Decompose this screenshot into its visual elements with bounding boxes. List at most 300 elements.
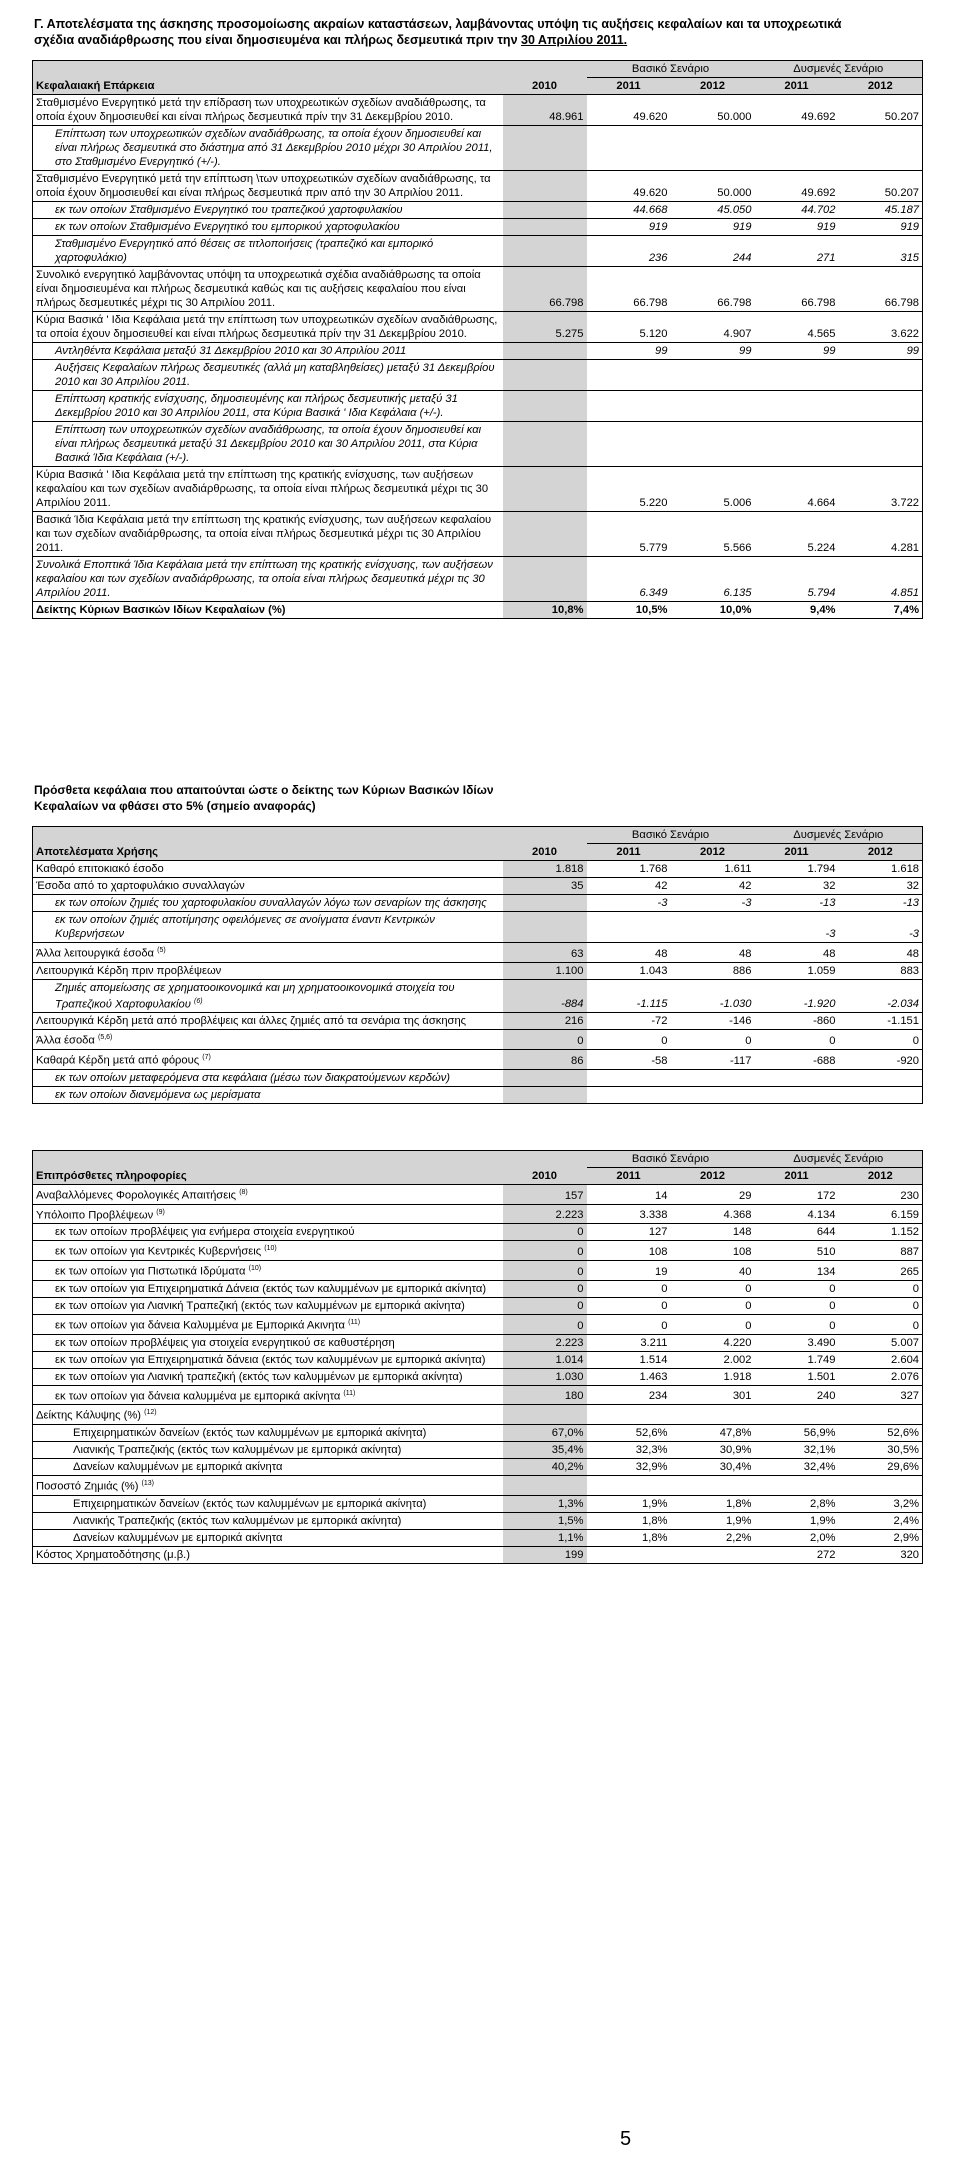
row-label-text: Κύρια Βασικά ' Ιδια Κεφάλαια μετά την επίπτωση των υποχρεωτικών σχεδίων αναδιάθρωσης, τα οποία έχουν δημοσιευθεί και είναι πλήρως δεσμευτικά πρίν την 31 Δεκεμβρίου 2010. xyxy=(36,314,498,340)
row-label-text: Δείκτης Κύριων Βασικών Ιδίων Κεφαλαίων (%) xyxy=(36,604,286,616)
table-row xyxy=(33,943,923,963)
value-cell xyxy=(671,360,755,391)
value-cell: 127 xyxy=(587,1224,671,1241)
value-cell: 240 xyxy=(755,1385,839,1405)
value-cell: 5.006 xyxy=(671,467,755,512)
value-cell: 2,0% xyxy=(755,1529,839,1546)
table-row xyxy=(33,1351,923,1368)
value-cell: 49.620 xyxy=(587,95,671,126)
value-cell: 29 xyxy=(671,1185,755,1205)
value-cell: 919 xyxy=(671,219,755,236)
value-cell xyxy=(755,1086,839,1103)
value-cell: 0 xyxy=(671,1030,755,1050)
footnote-ref: (9) xyxy=(156,1208,165,1216)
value-cell: 48 xyxy=(587,943,671,963)
footnote-ref: (11) xyxy=(343,1389,356,1397)
table-row xyxy=(33,1385,923,1405)
row-label-text: Αυξήσεις Κεφαλαίων πλήρως δεσμευτικές (αλλά μη καταβληθείσες) μεταξύ 31 Δεκεμβρίου 2010 και 30 Απριλίου 2011. xyxy=(55,362,495,388)
value-cell: 3,2% xyxy=(839,1495,923,1512)
value-cell: 2,2% xyxy=(671,1529,755,1546)
value-cell: 919 xyxy=(587,219,671,236)
row-label-text: Λειτουργικά Κέρδη πριν προβλέψεων xyxy=(36,964,222,977)
value-cell: 6.135 xyxy=(671,557,755,602)
row-label-text: εκ των οποίων για δάνεια καλυμμένα με εμπορικά ακίνητα xyxy=(55,1390,341,1403)
value-cell: -117 xyxy=(671,1050,755,1070)
table-row xyxy=(33,861,923,878)
value-cell: 1,9% xyxy=(755,1512,839,1529)
row-label xyxy=(33,1334,503,1351)
row-label xyxy=(33,895,503,912)
row-label-text: Βασικά Ίδια Κεφάλαια μετά την επίπτωση της κρατικής ενίσχυσης, των αυξήσεων κεφαλαίου και των σχεδίων αναδιάρθρωσης, τα οποία είναι πλήρως δεσμευτικά μέχρι τις 30 Απριλίου 2011. xyxy=(36,514,492,554)
value-cell: 2.002 xyxy=(671,1351,755,1368)
table-row xyxy=(33,1334,923,1351)
value-cell: 86 xyxy=(503,1050,587,1070)
value-cell: 244 xyxy=(671,236,755,267)
row-label-text: Δανείων καλυμμένων με εμπορικά ακίνητα xyxy=(73,1531,283,1544)
row-label-text: Έσοδα από το χαρτοφυλάκιο συναλλαγών xyxy=(36,880,245,892)
value-cell: 50.207 xyxy=(839,171,923,202)
value-cell xyxy=(587,1476,671,1496)
table-row xyxy=(33,512,923,557)
year-header: 2012 xyxy=(839,844,923,861)
adverse-scenario-header: Δυσμενές Σενάριο xyxy=(755,1151,923,1168)
value-cell: 265 xyxy=(839,1261,923,1281)
value-cell: 1.768 xyxy=(587,861,671,878)
year-header: 2011 xyxy=(587,844,671,861)
value-cell: 271 xyxy=(755,236,839,267)
row-label-text: εκ των οποίων για Λιανική τραπεζική (εκτός των καλυμμένων με εμπορικά ακίνητα) xyxy=(55,1370,463,1383)
value-cell: 4.220 xyxy=(671,1334,755,1351)
value-cell: -3 xyxy=(587,895,671,912)
value-cell: 1.030 xyxy=(503,1368,587,1385)
header-blank xyxy=(33,827,503,844)
heading-line-2 xyxy=(34,32,934,48)
table-row xyxy=(33,267,923,312)
value-cell: 157 xyxy=(503,1185,587,1205)
row-label xyxy=(33,1050,503,1070)
value-cell: -884 xyxy=(503,979,587,1013)
value-cell: 1.611 xyxy=(671,861,755,878)
value-cell: 30,4% xyxy=(671,1459,755,1476)
value-cell xyxy=(587,391,671,422)
row-label-text: εκ των οποίων για Επιχειρηματικά Δάνεια (εκτός των καλυμμένων με εμπορικά ακίνητα) xyxy=(55,1282,487,1295)
value-cell xyxy=(503,895,587,912)
row-label xyxy=(33,912,503,943)
value-cell: 883 xyxy=(839,962,923,979)
row-label xyxy=(33,1546,503,1563)
row-label xyxy=(33,557,503,602)
value-cell: 48 xyxy=(839,943,923,963)
value-cell: 0 xyxy=(503,1224,587,1241)
table-row xyxy=(33,1405,923,1425)
header-row-years xyxy=(33,844,923,861)
value-cell: 99 xyxy=(839,343,923,360)
value-cell: 0 xyxy=(671,1297,755,1314)
value-cell: 180 xyxy=(503,1385,587,1405)
value-cell: 1,8% xyxy=(587,1529,671,1546)
value-cell xyxy=(839,1086,923,1103)
table-row xyxy=(33,1459,923,1476)
value-cell: 134 xyxy=(755,1261,839,1281)
row-label-text: Σταθμισμένο Ενεργητικό από θέσεις σε τιτλοποιήσεις (τραπεζικό και εμπορικό χαρτοφυλάκιο) xyxy=(55,238,434,264)
value-cell: -13 xyxy=(755,895,839,912)
table-row xyxy=(33,1204,923,1224)
value-cell: 66.798 xyxy=(503,267,587,312)
value-cell xyxy=(671,1086,755,1103)
row-label-text: Αναβαλλόμενες Φορολογικές Απαιτήσεις xyxy=(36,1189,237,1202)
row-label xyxy=(33,1405,503,1425)
value-cell xyxy=(755,1405,839,1425)
value-cell: 1.100 xyxy=(503,962,587,979)
value-cell: 4.368 xyxy=(671,1204,755,1224)
row-label xyxy=(33,95,503,126)
value-cell: 30,9% xyxy=(671,1442,755,1459)
value-cell: 29,6% xyxy=(839,1459,923,1476)
value-cell xyxy=(503,219,587,236)
value-cell xyxy=(839,391,923,422)
value-cell: 50.000 xyxy=(671,95,755,126)
footnote-ref: (11) xyxy=(348,1318,361,1326)
adverse-scenario-header: Δυσμενές Σενάριο xyxy=(755,61,923,78)
value-cell: 40 xyxy=(671,1261,755,1281)
value-cell xyxy=(671,912,755,943)
row-label-text: Επίπτωση κρατικής ενίσχυσης, δημοσιευμένης και πλήρως δεσμευτικής μεταξύ 31 Δεκεμβρίου 2010 και 30 Απριλίου 2011, στα Κύρια Βασικά ' Ιδια Κεφάλαια (+/-). xyxy=(55,393,458,419)
table-title: Κεφαλαιακή Επάρκεια xyxy=(33,78,503,95)
value-cell: 50.000 xyxy=(671,171,755,202)
value-cell: 3.211 xyxy=(587,1334,671,1351)
value-cell: -3 xyxy=(755,912,839,943)
row-label xyxy=(33,467,503,512)
row-label-text: εκ των οποίων Σταθμισμένο Ενεργητικό του τραπεζικού χαρτοφυλακίου xyxy=(55,204,403,216)
row-label-text: εκ των οποίων ζημιές αποτίμησης οφειλόμενες σε ανοίγματα έναντι Κεντρικών Κυβερνήσεων xyxy=(55,914,435,940)
value-cell: 3.722 xyxy=(839,467,923,512)
year-header: 2011 xyxy=(587,78,671,95)
value-cell xyxy=(671,1546,755,1563)
row-label xyxy=(33,1529,503,1546)
value-cell: 32,4% xyxy=(755,1459,839,1476)
additional-capital-note: Πρόσθετα κεφάλαια που απαιτούνται ώστε ο δείκτης των Κύριων Βασικών Ιδίων Κεφαλαίων να φθάσει στο 5% (σημείο αναφοράς) xyxy=(34,783,494,813)
value-cell xyxy=(503,512,587,557)
row-label xyxy=(33,979,503,1013)
row-label xyxy=(33,1351,503,1368)
row-label-text: Επιχειρηματικών δανείων (εκτός των καλυμμένων με εμπορικά ακίνητα) xyxy=(73,1427,427,1440)
value-cell xyxy=(503,1476,587,1496)
value-cell: 35 xyxy=(503,878,587,895)
table-row xyxy=(33,1261,923,1281)
value-cell: 1.501 xyxy=(755,1368,839,1385)
value-cell: 4.281 xyxy=(839,512,923,557)
value-cell xyxy=(503,202,587,219)
table-row xyxy=(33,1185,923,1205)
value-cell: 230 xyxy=(839,1185,923,1205)
value-cell: 0 xyxy=(755,1030,839,1050)
value-cell: 3.338 xyxy=(587,1204,671,1224)
value-cell: 1.749 xyxy=(755,1351,839,1368)
value-cell xyxy=(503,1405,587,1425)
year-header: 2012 xyxy=(671,844,755,861)
value-cell: 48 xyxy=(671,943,755,963)
footnote-ref: (5,6) xyxy=(97,1034,113,1042)
value-cell: 32,9% xyxy=(587,1459,671,1476)
table-row xyxy=(33,343,923,360)
row-label xyxy=(33,312,503,343)
value-cell: 1.818 xyxy=(503,861,587,878)
heading-line-1: Γ. Αποτελέσματα της άσκησης προσομοίωσης ακραίων καταστάσεων, λαμβάνοντας υπόψη τις αυξήσεις κεφαλαίων και τα υποχρεωτικά xyxy=(34,17,842,31)
row-label xyxy=(33,1459,503,1476)
row-label-text: Άλλα έσοδα xyxy=(36,1035,95,1048)
row-label xyxy=(33,512,503,557)
table-row xyxy=(33,422,923,467)
table-row xyxy=(33,1314,923,1334)
value-cell: 9,4% xyxy=(755,602,839,619)
value-cell: 301 xyxy=(671,1385,755,1405)
value-cell: 49.692 xyxy=(755,171,839,202)
value-cell xyxy=(587,1069,671,1086)
row-label-text: εκ των οποίων ζημιές του χαρτοφυλακίου συναλλαγών λόγω των σεναρίων της άσκησης xyxy=(55,897,487,909)
value-cell: 45.050 xyxy=(671,202,755,219)
row-label xyxy=(33,1512,503,1529)
value-cell: 2,4% xyxy=(839,1512,923,1529)
value-cell: 10,5% xyxy=(587,602,671,619)
value-cell: 5.794 xyxy=(755,557,839,602)
table-row xyxy=(33,1368,923,1385)
value-cell: 6.349 xyxy=(587,557,671,602)
table-row xyxy=(33,1546,923,1563)
row-label xyxy=(33,861,503,878)
value-cell: 887 xyxy=(839,1241,923,1261)
value-cell: 1,5% xyxy=(503,1512,587,1529)
value-cell xyxy=(671,1069,755,1086)
value-cell: 108 xyxy=(671,1241,755,1261)
value-cell: 108 xyxy=(587,1241,671,1261)
value-cell xyxy=(503,1069,587,1086)
value-cell xyxy=(503,422,587,467)
row-label xyxy=(33,1385,503,1405)
row-label xyxy=(33,1442,503,1459)
value-cell xyxy=(503,467,587,512)
header-row-scenarios xyxy=(33,1151,923,1168)
value-cell: 3.490 xyxy=(755,1334,839,1351)
table-row xyxy=(33,602,923,619)
value-cell xyxy=(671,1476,755,1496)
value-cell: 4.851 xyxy=(839,557,923,602)
value-cell xyxy=(503,360,587,391)
row-label-text: εκ των οποίων για Επιχειρηματικά δάνεια (εκτός των καλυμμένων με εμπορικά ακίνητα) xyxy=(55,1353,486,1366)
value-cell: 47,8% xyxy=(671,1425,755,1442)
header-blank xyxy=(503,61,587,78)
value-cell: 0 xyxy=(587,1314,671,1334)
value-cell: -72 xyxy=(587,1013,671,1030)
row-label-text: εκ των οποίων μεταφερόμενα στα κεφάλαια (μέσω των διακρατούμενων κερδών) xyxy=(55,1071,451,1084)
value-cell: 272 xyxy=(755,1546,839,1563)
row-label xyxy=(33,1086,503,1103)
table-row xyxy=(33,312,923,343)
row-label-text: εκ των οποίων για Κεντρικές Κυβερνήσεις xyxy=(55,1246,262,1259)
year-header: 2011 xyxy=(755,1168,839,1185)
value-cell: 52,6% xyxy=(839,1425,923,1442)
value-cell: 0 xyxy=(587,1280,671,1297)
value-cell: 2.223 xyxy=(503,1204,587,1224)
row-label xyxy=(33,943,503,963)
table-row xyxy=(33,1280,923,1297)
footnote-ref: (7) xyxy=(202,1054,211,1062)
value-cell: 50.207 xyxy=(839,95,923,126)
value-cell: 66.798 xyxy=(839,267,923,312)
table-row xyxy=(33,1013,923,1030)
header-row-years xyxy=(33,78,923,95)
row-label-text: Κύρια Βασικά ' Ιδια Κεφάλαια μετά την επίπτωση της κρατικής ενίσχυσης, των αυξήσεων κεφαλαίου και των σχεδίων αναδιάρθρωσης, τα οποία είναι πλήρως δεσμευτικά μέχρι τις 30 Απριλίου 2011. xyxy=(36,469,489,509)
footnote-ref: (8) xyxy=(239,1189,248,1196)
value-cell: 6.159 xyxy=(839,1204,923,1224)
value-cell: 66.798 xyxy=(671,267,755,312)
footnote-ref: (5) xyxy=(157,947,166,954)
value-cell: 3.622 xyxy=(839,312,923,343)
value-cell: 0 xyxy=(503,1297,587,1314)
row-label xyxy=(33,1030,503,1050)
row-label xyxy=(33,1069,503,1086)
value-cell: 1,3% xyxy=(503,1495,587,1512)
row-label xyxy=(33,1261,503,1281)
value-cell: 7,4% xyxy=(839,602,923,619)
value-cell: 1.014 xyxy=(503,1351,587,1368)
value-cell: 0 xyxy=(671,1314,755,1334)
value-cell: 0 xyxy=(503,1261,587,1281)
table-row xyxy=(33,962,923,979)
row-label-text: Κόστος Χρηματοδότησης (μ.β.) xyxy=(36,1548,190,1561)
table-row xyxy=(33,912,923,943)
table-row xyxy=(33,1512,923,1529)
section-heading xyxy=(34,16,934,48)
value-cell: 4.565 xyxy=(755,312,839,343)
table-row xyxy=(33,171,923,202)
year-header: 2011 xyxy=(755,78,839,95)
value-cell: -1.115 xyxy=(587,979,671,1013)
value-cell: -2.034 xyxy=(839,979,923,1013)
footnote-ref: (13) xyxy=(141,1480,154,1488)
row-label xyxy=(33,878,503,895)
row-label xyxy=(33,126,503,171)
table-row xyxy=(33,1425,923,1442)
adverse-scenario-header: Δυσμενές Σενάριο xyxy=(755,827,923,844)
value-cell: 14 xyxy=(587,1185,671,1205)
row-label-text: Λιανικής Τραπεζικής (εκτός των καλυμμένων με εμπορικά ακίνητα) xyxy=(73,1514,402,1527)
value-cell: 1.059 xyxy=(755,962,839,979)
row-label xyxy=(33,236,503,267)
value-cell xyxy=(755,126,839,171)
header-row-scenarios xyxy=(33,827,923,844)
value-cell xyxy=(587,912,671,943)
value-cell: 52,6% xyxy=(587,1425,671,1442)
baseline-scenario-header: Βασικό Σενάριο xyxy=(587,827,755,844)
table-row xyxy=(33,557,923,602)
value-cell: 1.918 xyxy=(671,1368,755,1385)
header-blank xyxy=(33,1151,503,1168)
value-cell: 1,8% xyxy=(671,1495,755,1512)
value-cell: 1.043 xyxy=(587,962,671,979)
value-cell: 42 xyxy=(671,878,755,895)
value-cell: 32,3% xyxy=(587,1442,671,1459)
value-cell: 66.798 xyxy=(755,267,839,312)
value-cell xyxy=(839,422,923,467)
value-cell: 10,8% xyxy=(503,602,587,619)
value-cell: 0 xyxy=(503,1030,587,1050)
value-cell: 172 xyxy=(755,1185,839,1205)
row-label xyxy=(33,1425,503,1442)
row-label-text: εκ των οποίων Σταθμισμένο Ενεργητικό του εμπορικού χαρτοφυλακίου xyxy=(55,221,400,233)
value-cell: -13 xyxy=(839,895,923,912)
value-cell xyxy=(503,171,587,202)
row-label-text: Αντληθέντα Κεφάλαια μεταξύ 31 Δεκεμβρίου 2010 και 30 Απριλίου 2011 xyxy=(55,345,407,357)
value-cell: 44.668 xyxy=(587,202,671,219)
value-cell: 30,5% xyxy=(839,1442,923,1459)
value-cell: 1.152 xyxy=(839,1224,923,1241)
row-label-text: Καθαρό επιτοκιακό έσοδο xyxy=(36,863,164,875)
value-cell xyxy=(587,126,671,171)
value-cell: 1,9% xyxy=(587,1495,671,1512)
row-label-text: Λειτουργικά Κέρδη μετά από προβλέψεις και άλλες ζημιές από τα σενάρια της άσκησης xyxy=(36,1015,467,1028)
value-cell: 148 xyxy=(671,1224,755,1241)
value-cell: 48.961 xyxy=(503,95,587,126)
row-label xyxy=(33,360,503,391)
value-cell xyxy=(503,557,587,602)
value-cell: 0 xyxy=(839,1297,923,1314)
value-cell: 5.566 xyxy=(671,512,755,557)
value-cell: 5.220 xyxy=(587,467,671,512)
row-label-text: εκ των οποίων για δάνεια Καλυμμένα με Εμπορικά Ακινητα xyxy=(55,1319,346,1332)
value-cell: 510 xyxy=(755,1241,839,1261)
value-cell: 5.779 xyxy=(587,512,671,557)
row-label-text: Συνολικά Εποπτικά Ίδια Κεφάλαια μετά την επίπτωση της κρατικής ενίσχυσης, των αυξήσεων κεφαλαίου και των σχεδίων αναδιάρθρωσης, τα οποία είναι πλήρως δεσμευτικά μέχρι τις 30 Απριλίου 2011. xyxy=(36,559,493,599)
table-row xyxy=(33,360,923,391)
value-cell xyxy=(587,1086,671,1103)
value-cell xyxy=(839,126,923,171)
row-label xyxy=(33,602,503,619)
value-cell: 1.463 xyxy=(587,1368,671,1385)
table-row xyxy=(33,391,923,422)
header-row-years xyxy=(33,1168,923,1185)
year-header: 2011 xyxy=(755,844,839,861)
value-cell: 0 xyxy=(503,1314,587,1334)
table-row xyxy=(33,1030,923,1050)
row-label xyxy=(33,962,503,979)
value-cell: 99 xyxy=(587,343,671,360)
table-row xyxy=(33,95,923,126)
value-cell: 315 xyxy=(839,236,923,267)
row-label-text: Σταθμισμένο Ενεργητικό μετά την επίπτωση \των υποχρεωτικών σχεδίων αναδιάθρωσης, τα οποία έχουν δημοσιευθεί και είναι πλήρως δεσμευτικά πριν από την 30 Απριλίου 2011. xyxy=(36,173,491,199)
table-title: Αποτελέσματα Χρήσης xyxy=(33,844,503,861)
value-cell: 32 xyxy=(755,878,839,895)
year-header: 2010 xyxy=(503,78,587,95)
row-label xyxy=(33,422,503,467)
row-label xyxy=(33,1224,503,1241)
year-header: 2012 xyxy=(839,1168,923,1185)
footnote-ref: (10) xyxy=(264,1245,277,1253)
value-cell: 0 xyxy=(755,1280,839,1297)
value-cell: 327 xyxy=(839,1385,923,1405)
capital-adequacy-table xyxy=(32,60,923,619)
additional-info-table xyxy=(32,1150,923,1564)
value-cell: 5.007 xyxy=(839,1334,923,1351)
value-cell: 0 xyxy=(755,1297,839,1314)
value-cell: 4.664 xyxy=(755,467,839,512)
row-label xyxy=(33,1314,503,1334)
value-cell xyxy=(755,360,839,391)
value-cell: 49.692 xyxy=(755,95,839,126)
value-cell: 4.907 xyxy=(671,312,755,343)
value-cell: 1,9% xyxy=(671,1512,755,1529)
value-cell: 99 xyxy=(755,343,839,360)
value-cell xyxy=(671,422,755,467)
